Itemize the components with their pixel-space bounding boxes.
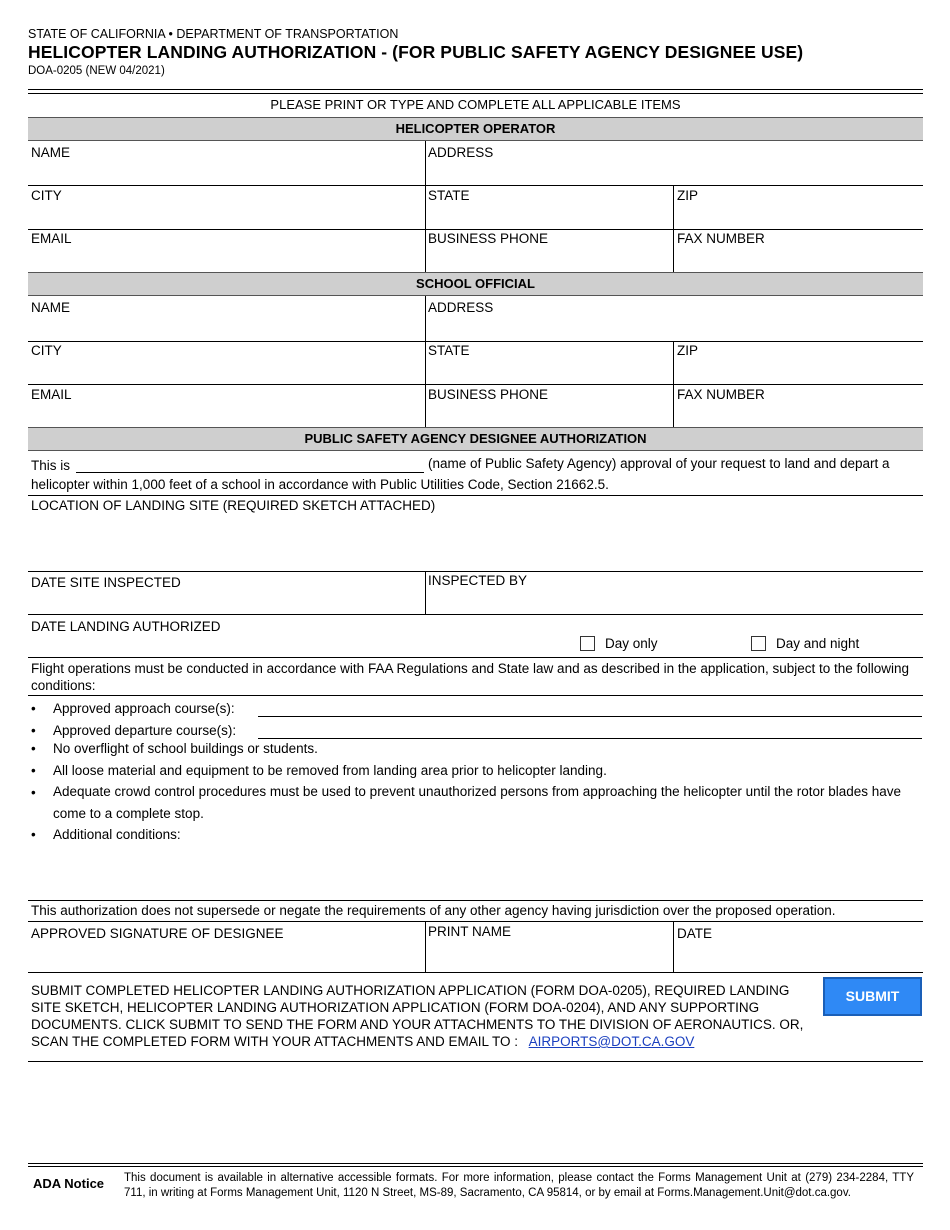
departure-input[interactable]	[258, 720, 922, 739]
operator-phone-label: BUSINESS PHONE	[428, 231, 549, 246]
divider	[28, 657, 923, 658]
date-inspected-input[interactable]	[31, 592, 421, 612]
bullet-icon: •	[31, 741, 36, 756]
date-label: DATE	[677, 926, 713, 941]
this-is-label: This is	[31, 458, 71, 473]
operator-email-input[interactable]	[31, 249, 421, 269]
divider	[28, 571, 923, 572]
inspected-by-input[interactable]	[428, 592, 920, 612]
email-link[interactable]: AIRPORTS@DOT.CA.GOV	[528, 1034, 695, 1049]
school-fax-input[interactable]	[677, 405, 920, 425]
submit-instructions	[31, 982, 821, 1050]
additional-conditions-label: Additional conditions:	[53, 827, 181, 842]
operator-phone-input[interactable]	[428, 249, 670, 269]
divider	[28, 229, 923, 230]
divider	[28, 695, 923, 696]
school-zip-label: ZIP	[677, 343, 699, 358]
operator-address-label: ADDRESS	[428, 145, 494, 160]
operator-name-label: NAME	[31, 145, 71, 160]
section-school-official: SCHOOL OFFICIAL	[28, 272, 923, 296]
divider	[28, 921, 923, 922]
divider	[28, 900, 923, 901]
operator-city-input[interactable]	[31, 206, 421, 226]
signature-field[interactable]	[31, 944, 421, 970]
school-address-label: ADDRESS	[428, 300, 494, 315]
approach-label: Approved approach course(s):	[53, 701, 235, 716]
divider	[28, 1163, 923, 1164]
school-address-input[interactable]	[428, 318, 920, 338]
operator-email-label: EMAIL	[31, 231, 72, 246]
school-state-input[interactable]	[428, 361, 670, 381]
date-input[interactable]	[677, 944, 920, 968]
operator-address-input[interactable]	[428, 163, 920, 183]
date-inspected-label: DATE SITE INSPECTED	[31, 575, 181, 590]
form-title: HELICOPTER LANDING AUTHORIZATION - (FOR PUBLIC SAFETY AGENCY DESIGNEE USE)	[28, 42, 804, 62]
divider	[425, 141, 426, 272]
divider	[28, 341, 923, 342]
bullet-icon: •	[31, 785, 36, 800]
print-name-label: PRINT NAME	[428, 924, 512, 939]
divider	[28, 1166, 923, 1167]
school-phone-label: BUSINESS PHONE	[428, 387, 549, 402]
approach-input[interactable]	[258, 698, 922, 717]
divider	[425, 921, 426, 972]
school-zip-input[interactable]	[677, 361, 920, 381]
print-name-input[interactable]	[428, 944, 670, 968]
operator-zip-label: ZIP	[677, 188, 699, 203]
header-rule-top	[28, 89, 923, 90]
divider	[28, 185, 923, 186]
agency-name-input[interactable]	[76, 455, 424, 473]
supersede-text: This authorization does not supersede or negate the requirements of any other agency having jurisdiction over the proposed operation.	[31, 903, 836, 918]
form-code: DOA-0205 (NEW 04/2021)	[28, 65, 165, 77]
submit-button[interactable]: SUBMIT	[823, 977, 922, 1016]
divider	[425, 296, 426, 427]
departure-label: Approved departure course(s):	[53, 723, 237, 738]
divider	[425, 571, 426, 614]
divider	[28, 614, 923, 615]
bullet-icon: •	[31, 723, 36, 738]
school-name-input[interactable]	[31, 318, 421, 338]
school-city-input[interactable]	[31, 361, 421, 381]
crowd-control-text: Adequate crowd control procedures must be used to prevent unauthorized persons from approaching the helicopter until the rotor blades have come to a complete stop.	[53, 784, 902, 821]
instructions: PLEASE PRINT OR TYPE AND COMPLETE ALL APPLICABLE ITEMS	[270, 97, 681, 112]
operator-name-input[interactable]	[31, 163, 421, 183]
date-authorized-label: DATE LANDING AUTHORIZED	[31, 619, 221, 634]
header-rule-bottom	[28, 93, 923, 94]
loose-material-text: All loose material and equipment to be removed from landing area prior to helicopter landing.	[53, 763, 607, 778]
bullet-icon: •	[31, 763, 36, 778]
operator-state-input[interactable]	[428, 206, 670, 226]
date-authorized-input[interactable]	[240, 617, 570, 637]
school-email-input[interactable]	[31, 405, 421, 425]
location-label: LOCATION OF LANDING SITE (REQUIRED SKETCH ATTACHED)	[31, 498, 436, 513]
operator-fax-label: FAX NUMBER	[677, 231, 765, 246]
divider	[28, 384, 923, 385]
submit-instructions-text: SUBMIT COMPLETED HELICOPTER LANDING AUTHORIZATION APPLICATION (FORM DOA-0205), REQUIRED LANDING SITE SKETCH, HELICOPTER LANDING AUTHORIZATION APPLICATION (FORM DOA-0204), AND ANY SUPPORTING DOCUMENTS. CLICK SUBMIT TO SEND THE FORM AND YOUR ATTACHMENTS TO THE DIVISION OF AERONAUTICS. OR, SCAN THE COMPLETED FORM WITH YOUR ATTACHMENTS AND EMAIL TO :	[31, 983, 804, 1049]
bullet-icon: •	[31, 701, 36, 716]
operator-fax-input[interactable]	[677, 249, 920, 269]
day-and-night-checkbox[interactable]	[751, 636, 766, 651]
school-email-label: EMAIL	[31, 387, 72, 402]
school-state-label: STATE	[428, 343, 470, 358]
no-overflight-text: No overflight of school buildings or students.	[53, 741, 318, 756]
divider	[673, 921, 674, 972]
location-input[interactable]	[31, 516, 920, 568]
ada-notice-text: This document is available in alternative accessible formats. For more information, please contact the Forms Management Unit at (279) 234-2284, TTY 711, in writing at Forms Management Unit, 1120 N Street, MS-89, Sacramento, CA 95814, or by email at Forms.Management.Unit@dot.ca.gov.	[124, 1172, 914, 1199]
agency-name: STATE OF CALIFORNIA • DEPARTMENT OF TRANSPORTATION	[28, 27, 399, 41]
additional-conditions-input[interactable]	[53, 845, 920, 897]
section-helicopter-operator: HELICOPTER OPERATOR	[28, 117, 923, 141]
inspected-by-label: INSPECTED BY	[428, 573, 528, 588]
day-and-night-label: Day and night	[776, 636, 860, 651]
section-designee-authorization: PUBLIC SAFETY AGENCY DESIGNEE AUTHORIZATION	[28, 427, 923, 451]
bullet-icon: •	[31, 827, 36, 842]
operator-zip-input[interactable]	[677, 206, 920, 226]
operator-state-label: STATE	[428, 188, 470, 203]
school-city-label: CITY	[31, 343, 62, 358]
school-fax-label: FAX NUMBER	[677, 387, 765, 402]
day-only-label: Day only	[605, 636, 658, 651]
divider	[28, 495, 923, 496]
conditions-intro: Flight operations must be conducted in accordance with FAA Regulations and State law and as described in the application, subject to the following conditions:	[31, 661, 910, 693]
divider	[28, 1061, 923, 1062]
operator-city-label: CITY	[31, 188, 62, 203]
school-name-label: NAME	[31, 300, 71, 315]
signature-label: APPROVED SIGNATURE OF DESIGNEE	[31, 926, 284, 941]
approval-text-continued: helicopter within 1,000 feet of a school in accordance with Public Utilities Code, Section 21662.5.	[31, 477, 609, 492]
ada-notice-label: ADA Notice	[33, 1176, 105, 1191]
approval-text: (name of Public Safety Agency) approval of your request to land and depart a	[428, 456, 890, 471]
day-only-checkbox[interactable]	[580, 636, 595, 651]
divider	[28, 972, 923, 973]
school-phone-input[interactable]	[428, 405, 670, 425]
